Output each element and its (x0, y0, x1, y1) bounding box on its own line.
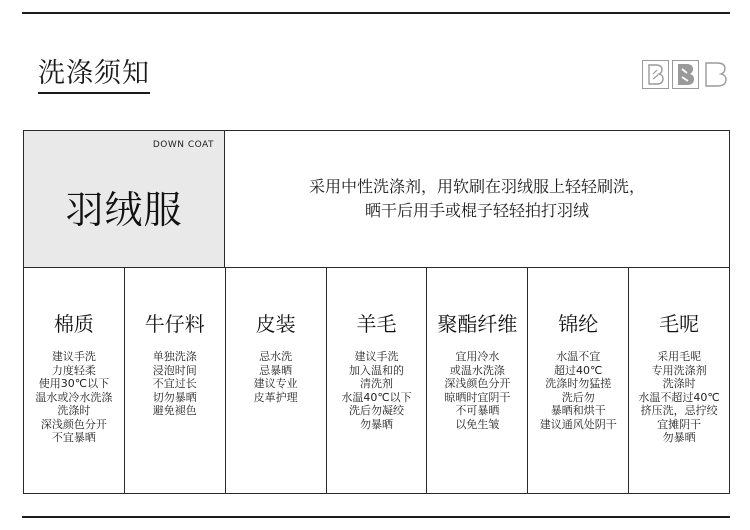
featured-item-description (225, 131, 729, 267)
featured-item-tag: DOWN COAT (152, 140, 214, 150)
care-line: 超过40℃ (554, 363, 603, 377)
care-line: 使用30℃以下 (38, 377, 110, 390)
care-line: 或温水洗涤 (449, 363, 505, 377)
care-line: 皮革护理 (253, 390, 298, 404)
description-line: 晒干后用手或棍子轻轻拍打羽绒 (364, 201, 589, 220)
fabric-care-text (427, 350, 527, 431)
care-line: 水温40℃以下 (341, 390, 412, 404)
fabric-column (226, 268, 327, 493)
fabric-care-text (327, 350, 427, 431)
fabric-care-text (226, 350, 326, 404)
fabric-name: 羊毛 (356, 312, 397, 336)
brand-letter-b-outline-icon (642, 60, 669, 89)
care-line: 建议手洗 (354, 350, 399, 363)
care-line: 单独洗涤 (152, 350, 197, 363)
care-line: 水温不宜 (556, 350, 601, 363)
care-line: 不可暴晒 (455, 404, 500, 417)
brand-letter-b-plain-icon (702, 60, 729, 89)
care-line: 水温不超过40℃ (638, 390, 720, 404)
fabric-care-text (24, 350, 124, 445)
fabric-column (327, 268, 428, 493)
care-line: 洗涤时 (57, 404, 91, 417)
care-line: 忌暴晒 (259, 363, 293, 377)
care-line: 晾晒时宜阴干 (444, 390, 511, 404)
fabric-name: 牛仔料 (144, 312, 205, 336)
care-line: 采用毛呢 (657, 350, 702, 363)
fabric-name: 毛呢 (659, 312, 700, 336)
care-line: 不宜过长 (152, 377, 197, 390)
fabric-care-text (125, 350, 225, 418)
care-line: 清洗剂 (360, 377, 393, 390)
care-line: 洗后勿 (561, 390, 595, 404)
care-line: 以免生皱 (455, 417, 500, 431)
care-line: 宜用冷水 (455, 350, 500, 363)
page-title: 洗涤须知 (38, 58, 150, 94)
care-line: 挤压洗，忌拧绞 (640, 404, 718, 417)
care-table (23, 130, 730, 494)
care-line: 不宜暴晒 (51, 431, 96, 444)
fabric-column (24, 268, 125, 493)
care-line: 勿暴晒 (360, 417, 393, 431)
fabric-care-text (528, 350, 628, 431)
featured-item-card (24, 131, 225, 267)
care-line: 忌水洗 (259, 350, 293, 363)
care-line: 浸泡时间 (152, 363, 197, 377)
care-line: 洗涤时 (662, 377, 696, 390)
description-line: 采用中性洗涤剂，用软刷在羽绒服上轻轻刷洗， (308, 177, 645, 196)
care-line: 切勿暴晒 (152, 390, 197, 404)
fabric-columns (24, 268, 729, 493)
fabric-column (427, 268, 528, 493)
care-line: 洗后勿凝绞 (349, 404, 404, 417)
care-line: 加入温和的 (349, 363, 404, 377)
care-line: 避免褪色 (152, 404, 197, 417)
care-line: 深浅颜色分开 (40, 417, 107, 431)
fabric-care-text (629, 350, 729, 445)
brand-logo (642, 60, 729, 89)
care-line: 温水或冷水洗涤 (35, 390, 113, 404)
care-line: 建议通风处阴干 (539, 417, 617, 431)
brand-letter-b-filled-icon (672, 60, 699, 89)
bottom-rule (22, 516, 730, 518)
fabric-column (125, 268, 226, 493)
featured-item-name: 羽绒服 (65, 188, 183, 232)
care-line: 宜摊阴干 (657, 417, 702, 431)
care-line: 勿暴晒 (662, 431, 696, 444)
fabric-name: 皮装 (255, 312, 296, 336)
care-line: 洗涤时勿猛搓 (545, 377, 612, 390)
care-line: 建议专业 (253, 377, 298, 390)
care-line: 深浅颜色分开 (444, 377, 511, 390)
fabric-name: 棉质 (53, 312, 94, 336)
care-line: 建议手洗 (51, 350, 96, 363)
care-line: 力度轻柔 (51, 363, 96, 377)
fabric-column (629, 268, 729, 493)
top-rule (22, 12, 730, 14)
care-line: 暴晒和烘干 (550, 404, 606, 417)
fabric-name: 锦纶 (558, 312, 599, 336)
care-line: 专用洗涤剂 (651, 363, 707, 377)
fabric-column (528, 268, 629, 493)
fabric-name: 聚酯纤维 (437, 312, 518, 336)
